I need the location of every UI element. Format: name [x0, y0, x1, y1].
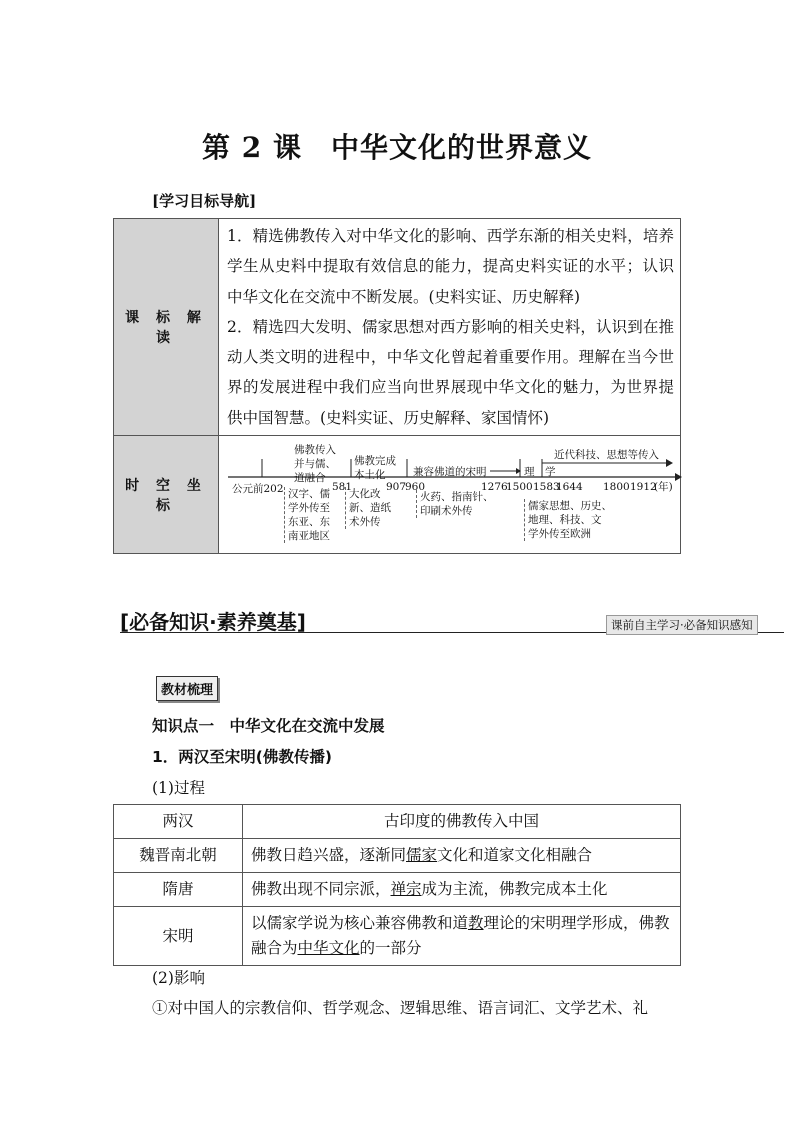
timeline-label-localization-2: 本土化 [354, 469, 386, 482]
era-cell: 魏晋南北朝 [114, 839, 243, 873]
desc-text: 佛教出现不同宗派， [251, 880, 391, 898]
table-row [114, 907, 681, 966]
timeline-box-4-line: 儒家思想、历史、 [528, 500, 612, 513]
timeline-box-4-line: 地理、科技、文 [528, 514, 602, 527]
timeline-box-1-line: 南亚地区 [288, 530, 330, 543]
timeline-box-2-line: 大化改 [349, 488, 381, 501]
curriculum-reading-header: 课 标 解 读 [114, 219, 219, 436]
timeline-label-lixue: 理 学 [524, 466, 556, 479]
timeline-box-1-line: 东亚、东 [288, 516, 330, 529]
influence-paragraph: ①对中国人的宗教信仰、哲学观念、逻辑思维、语言词汇、文学艺术、礼 [152, 999, 649, 1017]
objective-item-2: 2．精选四大发明、儒家思想对西方影响的相关史料，认识到在推动人类文明的进程中，中华文化曾起着重要作用。理解在当今世界的发展进程中我们应当向世界展现中华文化的魅力，为世界提供中国智慧。(史料实证、历史解释、家国情怀) [227, 317, 674, 427]
section-tag: 课前自主学习·必备知识感知 [606, 615, 758, 635]
desc-text: 成为主流，佛教完成本土化 [421, 880, 608, 898]
era-cell: 宋明 [114, 907, 243, 966]
timeline-box-4-line: 学外传至欧洲 [528, 528, 591, 541]
timeline-year-960: 960 [405, 481, 426, 494]
timeline-cell [219, 436, 681, 554]
timeline-year-1276: 1276 [481, 481, 508, 494]
timeline-label-localization: 佛教完成 [354, 455, 396, 468]
timeline-box-2-line: 术外传 [349, 516, 381, 529]
timeline-box-1 [284, 487, 330, 543]
curriculum-reading-content [219, 219, 681, 436]
timeline-box-4 [524, 499, 612, 541]
timeline-box-2 [345, 487, 391, 529]
textbook-summary-badge: 教材梳理 [156, 676, 218, 701]
desc-text: 佛教日趋兴盛，逐渐同 [251, 846, 407, 864]
timeline-box-1-line: 汉字、儒 [288, 488, 330, 501]
table-row [114, 839, 681, 873]
process-table [113, 804, 681, 966]
desc-text: 以儒家学说为核心兼容佛教和道 [251, 914, 469, 932]
timeline-unit: (年) [654, 481, 673, 494]
timeline-box-1-line: 学外传至 [288, 502, 330, 515]
underlined-term: 中华文化 [297, 939, 360, 957]
page-title: 第 2 课 中华文化的世界意义 [202, 131, 592, 164]
timeline-box-3-line: 印刷术外传 [420, 505, 473, 518]
subheading-han-to-song-ming: 1．两汉至宋明(佛教传播) [152, 748, 332, 766]
desc-cell [243, 839, 681, 873]
timeline-label-buddhism-intro: 佛教传入 [294, 444, 336, 457]
timeline-year-1644: 1644 [556, 481, 583, 494]
desc-cell [243, 907, 681, 966]
desc-cell [243, 873, 681, 907]
underlined-term: 儒家 [406, 846, 438, 864]
subheading-influence: (2)影响 [152, 969, 205, 987]
timeline-year-1500: 1500 [506, 481, 533, 494]
era-cell: 隋唐 [114, 873, 243, 907]
timeline-label-modern: 近代科技、思想等传入 [554, 449, 659, 462]
desc-text: 文化和道家文化相融合 [437, 846, 593, 864]
timeline-year-1800: 1800 [603, 481, 630, 494]
timeline-year-202bc: 公元前202 [232, 483, 284, 496]
section-heading: [必备知识·素养奠基] [120, 610, 306, 634]
timeline-box-2-line: 新、造纸 [349, 502, 391, 515]
desc-cell: 古印度的佛教传入中国 [243, 805, 681, 839]
timeline-year-907: 907 [386, 481, 407, 494]
desc-text: 的一部分 [359, 939, 422, 957]
timeline-label-buddhism-intro-2: 并与儒、 [294, 458, 336, 471]
underlined-term: 禅宗 [390, 880, 422, 898]
timeline-header: 时 空 坐 标 [114, 436, 219, 554]
table-row [114, 873, 681, 907]
timeline-box-3-line: 火药、指南针、 [420, 491, 494, 504]
timeline-label-buddhism-intro-3: 道融合 [294, 472, 326, 485]
timeline-year-1912: 1912 [630, 481, 657, 494]
desc-text: 理论的宋明理学形成，佛教融合为 [251, 914, 670, 957]
objectives-nav-label: [学习目标导航] [152, 192, 257, 210]
subheading-process: (1)过程 [152, 779, 205, 797]
timeline-diagram [220, 437, 679, 552]
timeline-year-1583: 1583 [533, 481, 560, 494]
timeline-box-3 [416, 490, 494, 518]
underlined-term: 教 [468, 914, 484, 932]
era-cell: 两汉 [114, 805, 243, 839]
table-row [114, 805, 681, 839]
timeline-year-581: 581 [332, 481, 353, 494]
timeline-label-song-ming: 兼容佛道的宋明 [413, 466, 487, 479]
knowledge-point-title: 知识点一 中华文化在交流中发展 [152, 717, 385, 735]
objectives-table [113, 218, 681, 554]
objective-item-1: 1．精选佛教传入对中华文化的影响、西学东渐的相关史料，培养学生从史料中提取有效信息的能力，提高史料实证的水平；认识中华文化在交流中不断发展。(史料实证、历史解释) [227, 227, 674, 306]
